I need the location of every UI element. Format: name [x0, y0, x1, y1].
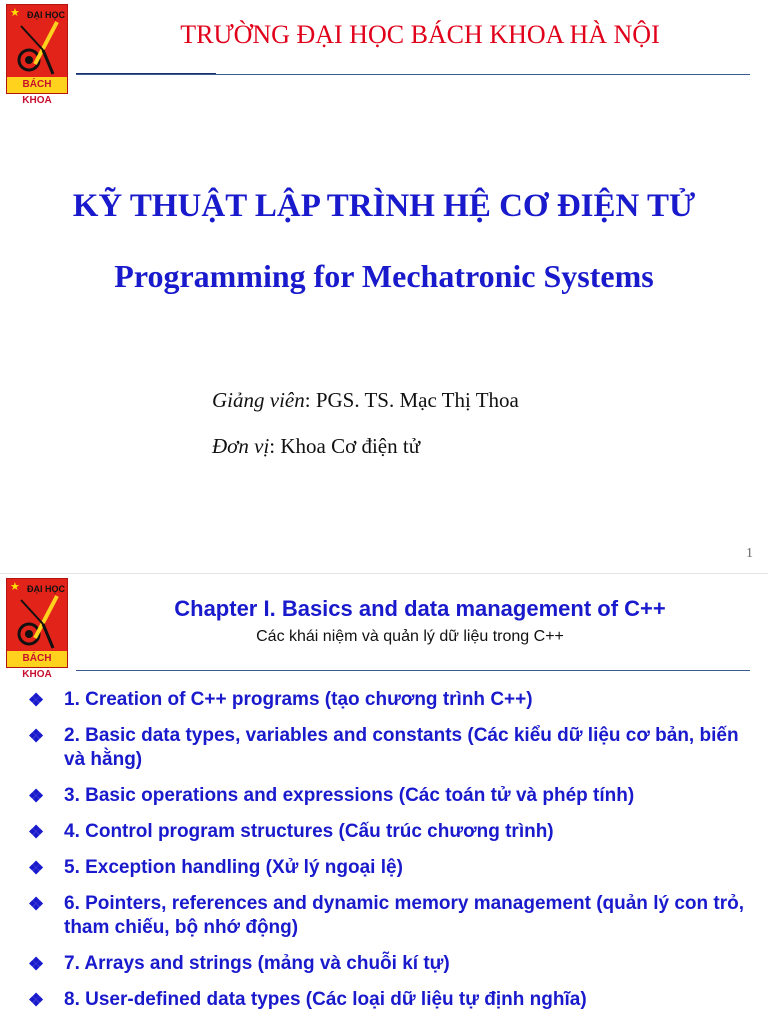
list-item-text: 5. Exception handling (Xử lý ngoại lệ) [64, 857, 403, 878]
list-item [28, 784, 758, 808]
diamond-bullet-icon: ❖ [28, 894, 45, 914]
list-item-text: 7. Arrays and strings (mảng và chuỗi kí tự) [64, 953, 450, 974]
list-item-text: 6. Pointers, references and dynamic memory management (quản lý con trỏ, tham chiếu, bộ nhớ động) [64, 893, 744, 938]
logo-top-text: ĐẠI HỌC [27, 10, 65, 20]
diamond-bullet-icon: ❖ [28, 726, 45, 746]
diamond-bullet-icon: ❖ [28, 954, 45, 974]
list-item-text: 1. Creation of C++ programs (tạo chương trình C++) [64, 689, 533, 710]
lecturer-line [212, 388, 519, 413]
unit-line [212, 434, 420, 459]
course-title-english: Programming for Mechatronic Systems [114, 258, 654, 294]
chapter-slide [0, 574, 768, 1024]
list-item-text: 8. User-defined data types (Các loại dữ liệu tự định nghĩa) [64, 989, 587, 1010]
list-item [28, 724, 758, 772]
diamond-bullet-icon: ❖ [28, 858, 45, 878]
diamond-bullet-icon: ❖ [28, 990, 45, 1010]
list-item [28, 820, 758, 844]
star-icon: ★ [10, 581, 20, 593]
star-icon: ★ [10, 7, 20, 19]
logo-bottom-text: BÁCH KHOA [22, 653, 52, 680]
chapter-rule [76, 670, 750, 671]
logo-top-text: ĐẠI HỌC [27, 584, 65, 594]
page-number: 1 [746, 546, 753, 561]
logo-bottom-text: BÁCH KHOA [22, 79, 52, 106]
chapter-title: Chapter I. Basics and data management of C++ [174, 596, 666, 621]
list-item [28, 952, 758, 976]
list-item-text: 2. Basic data types, variables and constants (Các kiểu dữ liệu cơ bản, biến và hằng) [64, 725, 739, 770]
logo-band [7, 77, 67, 106]
lecturer-label: Giảng viên [212, 388, 305, 412]
chapter-subtitle: Các khái niệm và quản lý dữ liệu trong C++ [256, 628, 564, 645]
list-item [28, 856, 758, 880]
list-item [28, 988, 758, 1012]
unit-value: : Khoa Cơ điện tử [269, 434, 421, 458]
chapter-contents-list [28, 688, 758, 1024]
diamond-bullet-icon: ❖ [28, 786, 45, 806]
logo-band [7, 651, 67, 680]
compass-gear-icon [13, 20, 63, 76]
header-rule [76, 74, 750, 75]
university-logo [6, 4, 68, 106]
university-name: TRƯỜNG ĐẠI HỌC BÁCH KHOA HÀ NỘI [180, 20, 660, 49]
university-logo [6, 578, 68, 680]
list-item [28, 892, 758, 940]
unit-label: Đơn vị [212, 434, 270, 458]
lecturer-value: : PGS. TS. Mạc Thị Thoa [304, 388, 519, 412]
list-item [28, 688, 758, 712]
list-item-text: 3. Basic operations and expressions (Các toán tử và phép tính) [64, 785, 635, 806]
diamond-bullet-icon: ❖ [28, 822, 45, 842]
diamond-bullet-icon: ❖ [28, 690, 45, 710]
list-item-text: 4. Control program structures (Cấu trúc chương trình) [64, 821, 554, 842]
course-title-vietnamese: KỸ THUẬT LẬP TRÌNH HỆ CƠ ĐIỆN TỬ [72, 188, 696, 224]
